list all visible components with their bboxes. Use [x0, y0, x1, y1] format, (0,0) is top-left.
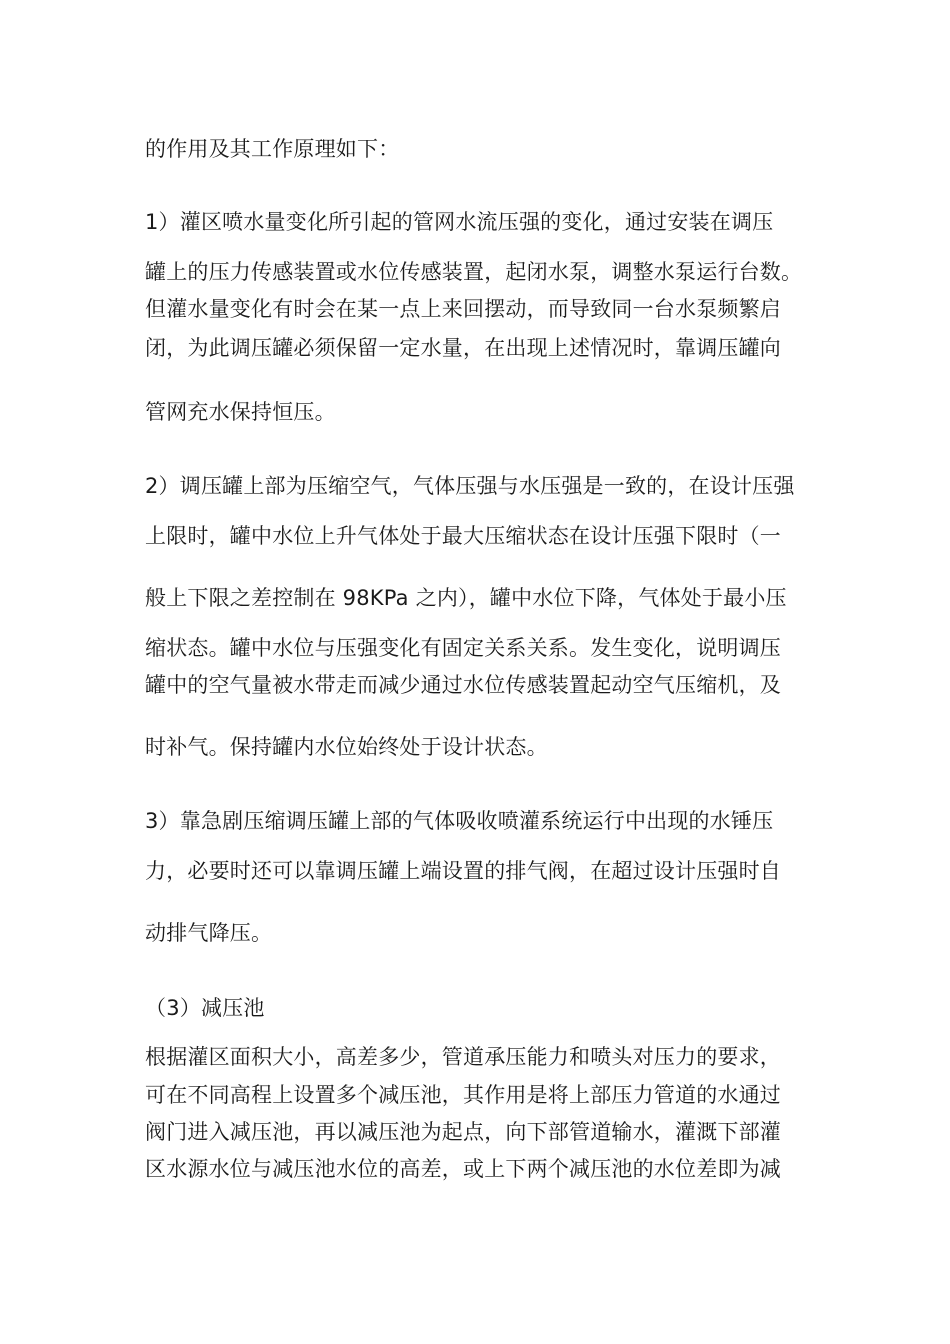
- text-line: 3）靠急剧压缩调压罐上部的气体吸收喷灌系统运行中出现的水锤压: [145, 809, 774, 833]
- text-line: 罐中的空气量被水带走而减少通过水位传感装置起动空气压缩机，及: [145, 673, 781, 697]
- text-line: 力，必要时还可以靠调压罐上端设置的排气阀，在超过设计压强时自: [145, 859, 781, 883]
- text-line: 根据灌区面积大小，高差多少，管道承压能力和喷头对压力的要求，: [145, 1045, 781, 1069]
- text-line: 缩状态。罐中水位与压强变化有固定关系关系。发生变化，说明调压: [145, 636, 781, 660]
- text-line: 般上下限之差控制在 98KPa 之内），罐中水位下降，气体处于最小压: [145, 586, 787, 610]
- section-heading: （3）减压池: [145, 996, 265, 1020]
- text-line: 阀门进入减压池，再以减压池为起点，向下部管道输水，灌溉下部灌: [145, 1120, 781, 1144]
- text-line: 可在不同高程上设置多个减压池，其作用是将上部压力管道的水通过: [145, 1083, 781, 1107]
- text-line: 1）灌区喷水量变化所引起的管网水流压强的变化，通过安装在调压: [145, 210, 774, 234]
- text-line: 罐上的压力传感装置或水位传感装置，起闭水泵，调整水泵运行台数。: [145, 260, 803, 284]
- text-line: 闭，为此调压罐必须保留一定水量，在出现上述情况时，靠调压罐向: [145, 336, 781, 360]
- text-line: 时补气。保持罐内水位始终处于设计状态。: [145, 735, 548, 759]
- text-line: 上限时，罐中水位上升气体处于最大压缩状态在设计压强下限时（一: [145, 524, 781, 548]
- text-line: 但灌水量变化有时会在某一点上来回摆动，而导致同一台水泵频繁启: [145, 297, 781, 321]
- text-line: 2）调压罐上部为压缩空气，气体压强与水压强是一致的，在设计压强: [145, 474, 795, 498]
- text-line: 区水源水位与减压池水位的高差，或上下两个减压池的水位差即为减: [145, 1157, 781, 1181]
- text-line: 动排气降压。: [145, 921, 273, 945]
- text-line: 管网充水保持恒压。: [145, 400, 336, 424]
- text-line: 的作用及其工作原理如下：: [145, 137, 400, 161]
